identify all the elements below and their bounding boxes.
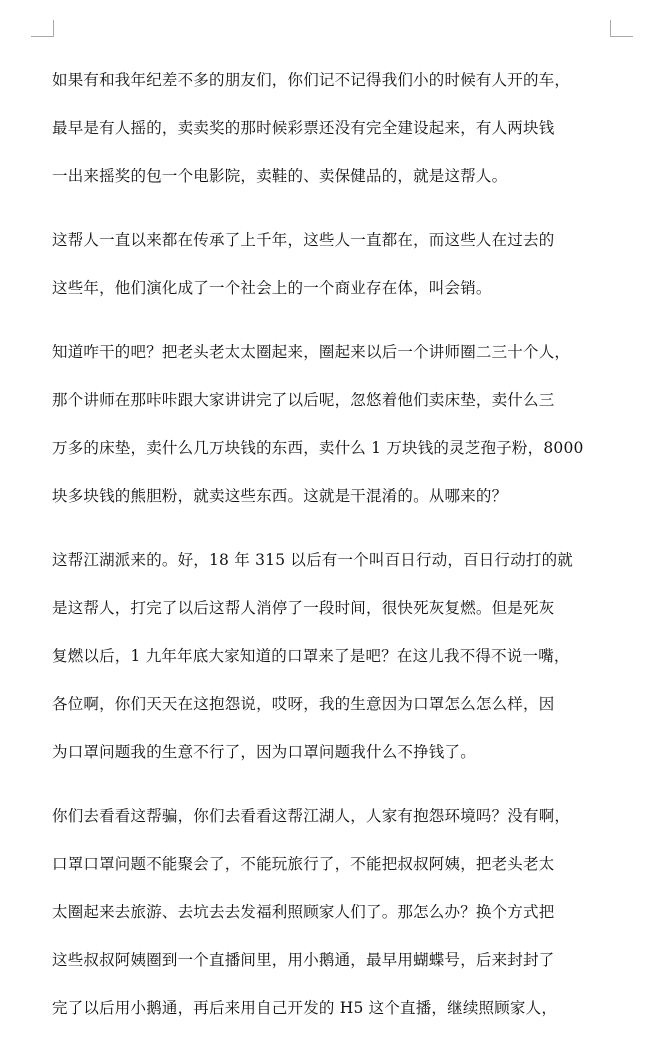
text-line: 这帮人一直以来都在传承了上千年，这些人一直都在，而这些人在过去的: [52, 231, 555, 249]
paragraph: [52, 62, 612, 206]
paragraph: [52, 334, 612, 526]
text-line: 最早是有人摇的，卖卖奖的那时候彩票还没有完全建设起来，有人两块钱: [52, 119, 555, 137]
top-right-margin-mark: [610, 20, 633, 37]
text-line: 完了以后用小鹅通，再后来用自己开发的 H5 这个直播，继续照顾家人，: [52, 999, 558, 1017]
document-body: [52, 62, 612, 1038]
text-line: 复燃以后，1 九年年底大家知道的口罩来了是吧？在这儿我不得不说一嘴，: [52, 647, 570, 665]
text-line: 如果有和我年纪差不多的朋友们，你们记不记得我们小的时候有人开的车，: [52, 71, 571, 89]
text-line: 各位啊，你们天天在这抱怨说，哎呀，我的生意因为口罩怎么怎么样，因: [52, 695, 555, 713]
text-line: 一出来摇奖的包一个电影院，卖鞋的、卖保健品的，就是这帮人。: [52, 167, 508, 185]
text-line: 块多块钱的熊胆粉，就卖这些东西。这就是干混淆的。从哪来的？: [52, 487, 508, 505]
text-line: 这些年，他们演化成了一个社会上的一个商业存在体，叫会销。: [52, 279, 492, 297]
text-line: 是这帮人，打完了以后这帮人消停了一段时间，很快死灰复燃。但是死灰: [52, 599, 555, 617]
text-line: 口罩口罩问题不能聚会了，不能玩旅行了，不能把叔叔阿姨，把老头老太: [52, 855, 555, 873]
text-line: 那个讲师在那咔咔跟大家讲讲完了以后呢，忽悠着他们卖床垫，卖什么三: [52, 391, 555, 409]
text-line: 太圈起来去旅游、去坑去去发福利照顾家人们了。那怎么办？换个方式把: [52, 903, 555, 921]
text-line: 知道咋干的吧？把老头老太太圈起来，圈起来以后一个讲师圈二三十个人，: [52, 343, 571, 361]
text-line: 这帮江湖派来的。好，18 年 315 以后有一个叫百日行动，百日行动打的就: [52, 551, 573, 569]
paragraph: [52, 222, 612, 318]
paragraph: [52, 798, 612, 1038]
text-line: 万多的床垫，卖什么几万块钱的东西，卖什么 1 万块钱的灵芝孢子粉，8000: [52, 439, 584, 457]
text-line: 你们去看看这帮骗，你们去看看这帮江湖人，人家有抱怨环境吗？没有啊，: [52, 807, 571, 825]
text-line: 这些叔叔阿姨圈到一个直播间里，用小鹅通，最早用蝴蝶号，后来封封了: [52, 951, 555, 969]
paragraph: [52, 542, 612, 782]
top-left-margin-mark: [31, 20, 54, 37]
text-line: 为口罩问题我的生意不行了，因为口罩问题我什么不挣钱了。: [52, 743, 476, 761]
